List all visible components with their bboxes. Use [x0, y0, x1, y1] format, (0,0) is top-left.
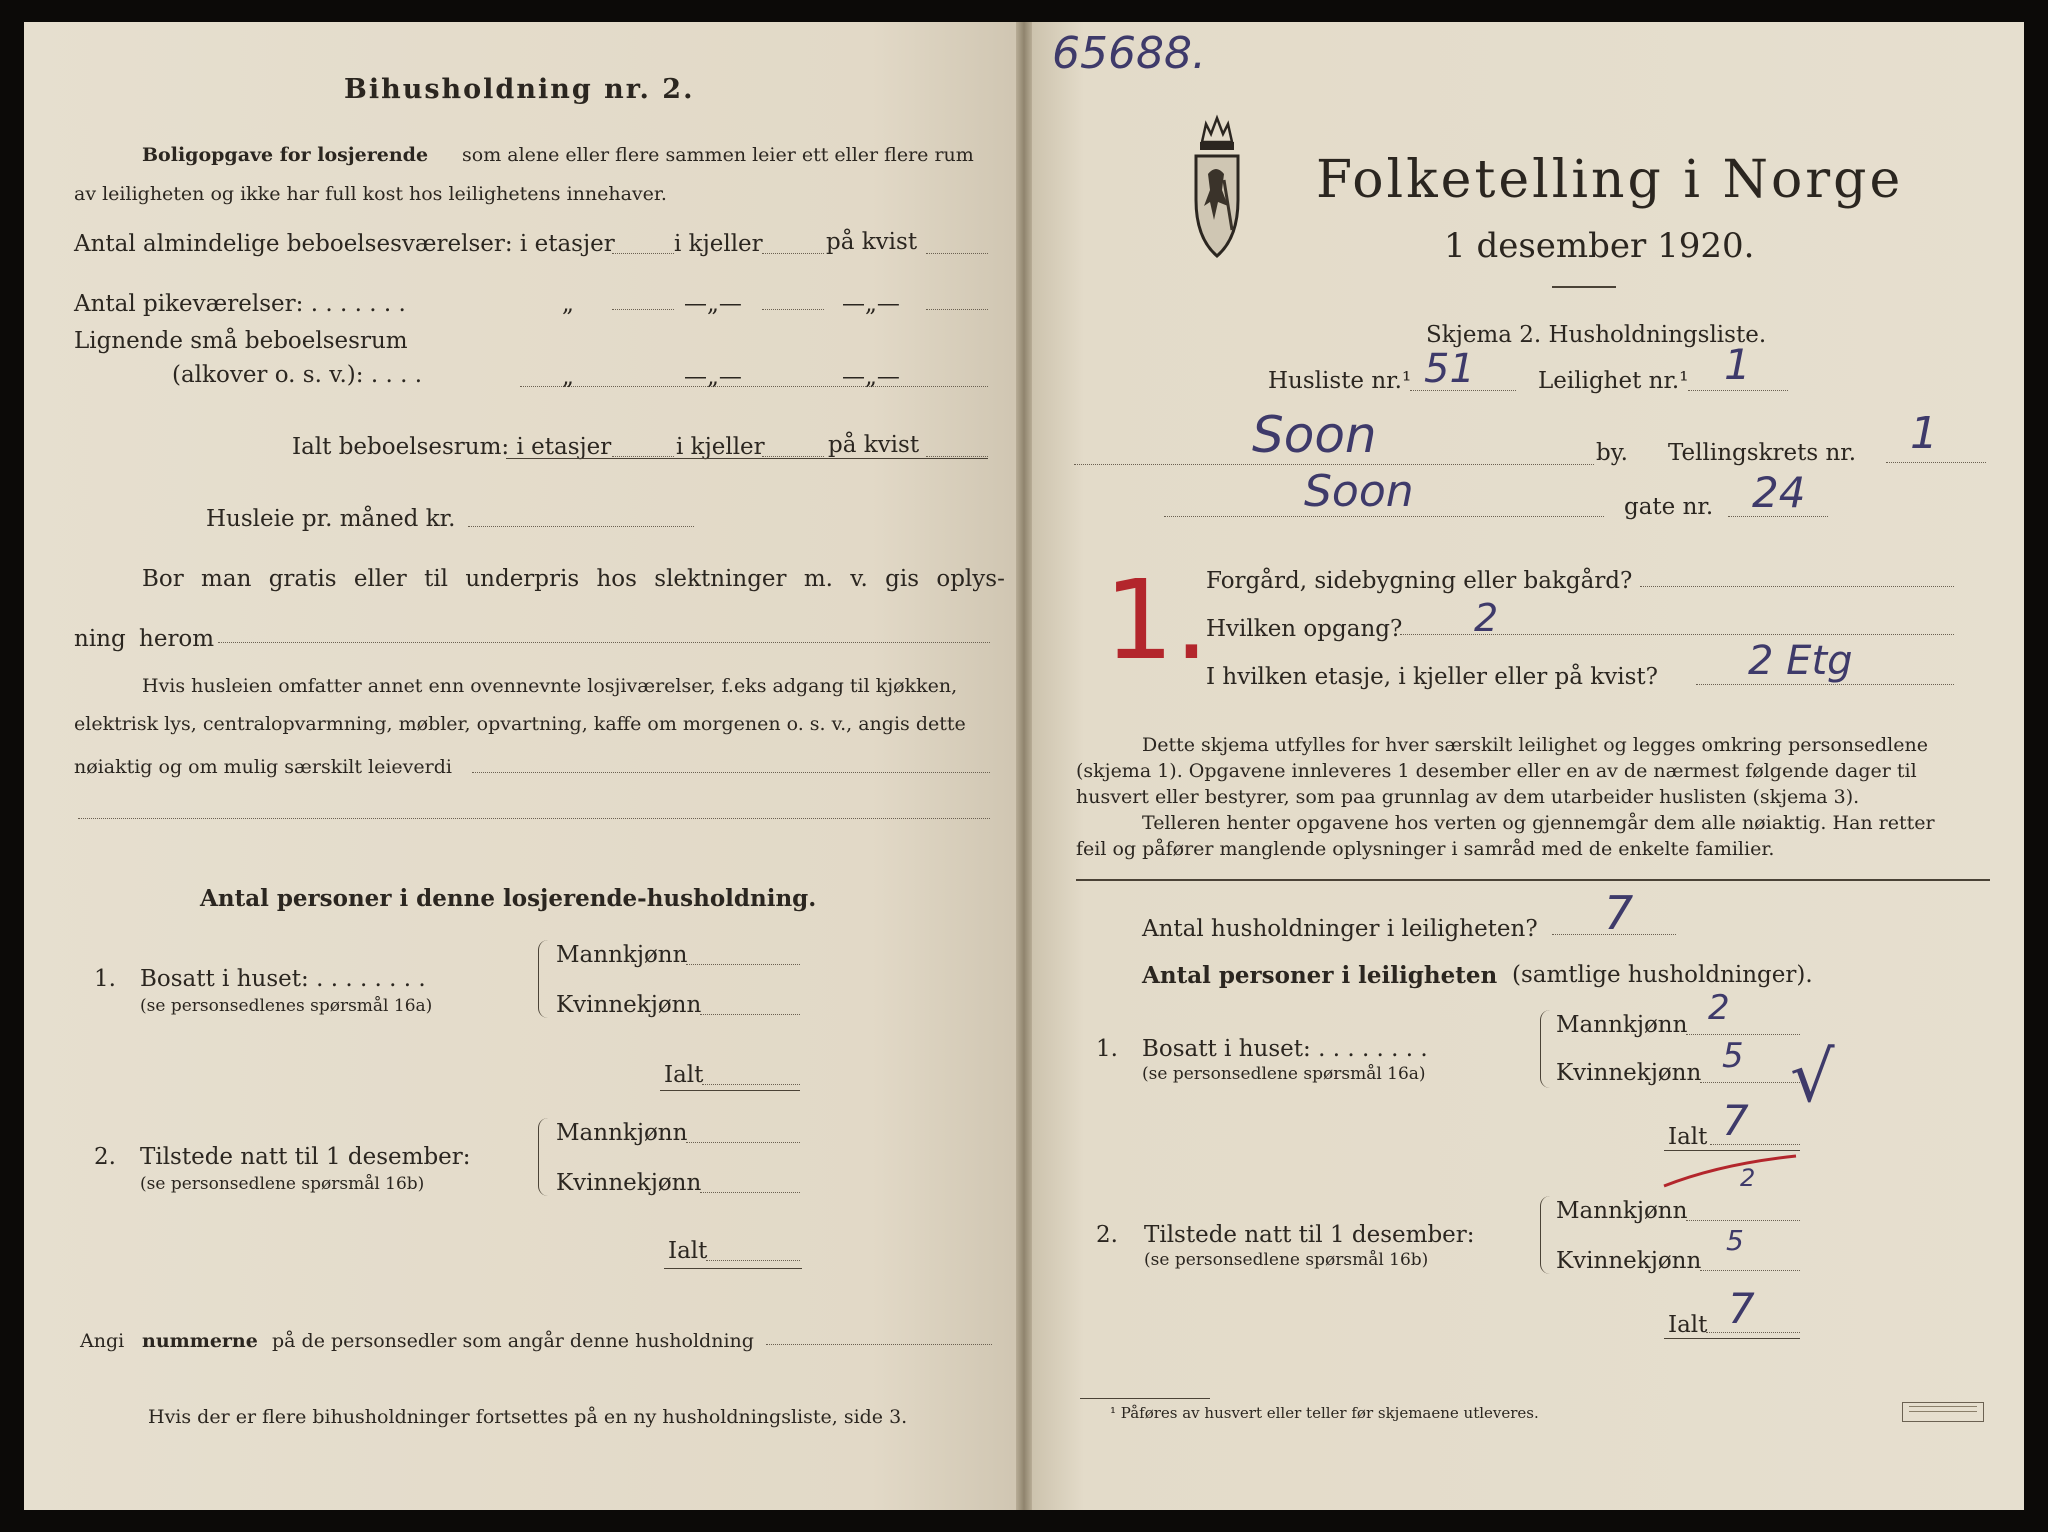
total-attic-line[interactable] [926, 456, 988, 457]
note-line[interactable] [472, 772, 990, 773]
info-line4: Telleren henter opgavene hos verten og gjennemgår dem alle nøiaktig. Han retter [1142, 812, 1935, 834]
rooms-cellar-line[interactable] [762, 253, 824, 254]
left-q1-female: Kvinnekjønn [556, 992, 702, 1018]
ditto-mark: „ [562, 291, 574, 317]
leilighet-label: Leilighet nr.¹ [1538, 368, 1689, 394]
maid-etasjer-line[interactable] [612, 309, 674, 310]
persons-bold: Antal personer i leiligheten [1142, 962, 1498, 989]
persons-rest: (samtlige husholdninger). [1512, 962, 1813, 988]
rooms-attic-line[interactable] [926, 253, 988, 254]
right-q2-total-line [1706, 1332, 1800, 1333]
krets-value[interactable]: 1 [1910, 408, 1938, 459]
ditto-dash: —„— [684, 291, 742, 317]
right-q1-total-line [1710, 1144, 1800, 1145]
gate-line [1728, 516, 1828, 517]
left-q2-label: Tilstede natt til 1 desember: [140, 1144, 471, 1170]
free-line1: Bor man gratis eller til underpris hos slektninger m. v. gis oplys- [142, 566, 1005, 592]
note-line1: Hvis husleien omfatter annet enn ovennevnte losjiværelser, f.eks adgang til kjøkken, [142, 675, 958, 697]
husliste-value[interactable]: 51 [1424, 346, 1475, 392]
small-rooms-sub: (alkover o. s. v.): . . . . [172, 362, 423, 388]
left-q1-male-line[interactable] [686, 964, 800, 965]
husliste-line [1410, 390, 1516, 391]
right-q1-label: Bosatt i huset: . . . . . . . . [1142, 1036, 1428, 1062]
left-q2-male: Mannkjønn [556, 1120, 688, 1146]
free-line2: ning herom [74, 626, 215, 652]
ditto-dash: —„— [842, 291, 900, 317]
left-title: Bihusholdning nr. 2. [344, 74, 695, 105]
q-etasje: I hvilken etasje, i kjeller eller på kvist? [1206, 664, 1658, 690]
maid-rooms-label: Antal pikeværelser: . . . . . . . [74, 291, 406, 317]
ditto-mark: „ [562, 364, 574, 390]
intro-bold: Boligopgave for losjerende [142, 144, 429, 166]
right-q1-male-line [1686, 1034, 1800, 1035]
right-q2-total-value[interactable]: 7 [1728, 1284, 1755, 1333]
leilighet-line [1688, 390, 1788, 391]
small-rooms-label: Lignende små beboelsesrum [74, 328, 408, 354]
intro-rest: som alene eller flere sammen leier ett eller flere rum [462, 144, 974, 166]
free-line[interactable] [218, 642, 990, 643]
left-q1-sub: (se personsedlenes spørsmål 16a) [140, 996, 433, 1016]
left-persons-heading: Antal personer i denne losjerende-husholdning. [200, 885, 817, 912]
info-rule [1076, 879, 1990, 881]
red-strike-icon [1660, 1150, 1800, 1190]
husliste-label: Husliste nr.¹ [1268, 368, 1412, 394]
schema-label: Skjema 2. Husholdningsliste. [1426, 322, 1767, 348]
households-value[interactable]: 7 [1604, 886, 1634, 940]
households-label: Antal husholdninger i leiligheten? [1142, 916, 1538, 942]
left-q1-female-line[interactable] [700, 1014, 800, 1015]
opgang-line[interactable] [1400, 634, 1954, 635]
right-q2-brace [1540, 1196, 1551, 1274]
total-rooms-label: Ialt beboelsesrum: i etasjer [292, 434, 612, 460]
left-q2-underline [664, 1268, 802, 1269]
street-value[interactable]: Soon [1304, 466, 1414, 517]
right-q1-female-line [1700, 1082, 1800, 1083]
right-q1-brace [1540, 1010, 1551, 1088]
right-q1-female: Kvinnekjønn [1556, 1060, 1702, 1086]
total-cellar-line[interactable] [762, 456, 824, 457]
red-strike-value: 2 [1740, 1164, 1756, 1192]
right-q1-female-value[interactable]: 5 [1722, 1036, 1744, 1076]
left-q1-male: Mannkjønn [556, 942, 688, 968]
rooms-etasjer-line[interactable] [612, 253, 674, 254]
note-line2: elektrisk lys, centralopvarmning, møbler, opvartning, kaffe om morgenen o. s. v., angis dette [74, 713, 966, 735]
right-q1-total-value[interactable]: 7 [1722, 1096, 1749, 1145]
left-q2-brace [538, 1118, 549, 1196]
ditto-dash: —„— [684, 364, 742, 390]
total-attic: på kvist [828, 432, 920, 458]
right-q2-female-line [1700, 1270, 1800, 1271]
total-underline [506, 458, 988, 459]
red-mark: 1. [1104, 556, 1209, 684]
right-q2-num: 2. [1096, 1222, 1118, 1248]
right-q1-num: 1. [1096, 1036, 1118, 1062]
rooms-label: Antal almindelige beboelsesværelser: i etasjer [74, 231, 615, 257]
rent-label: Husleie pr. måned kr. [206, 506, 456, 532]
stamp-number: 65688. [1052, 28, 1206, 79]
city-value[interactable]: Soon [1252, 406, 1377, 464]
right-q2-total: Ialt [1668, 1312, 1708, 1338]
etasje-value[interactable]: 2 Etg [1748, 638, 1853, 684]
info-line1: Dette skjema utfylles for hver særskilt leilighet og legges omkring personsedlene [1142, 734, 1928, 756]
left-q1-label: Bosatt i huset: . . . . . . . . [140, 966, 426, 992]
footnote-rule [1080, 1398, 1210, 1399]
left-q2-total: Ialt [668, 1238, 708, 1264]
numbers-line[interactable] [766, 1344, 992, 1345]
left-q1-total: Ialt [664, 1062, 704, 1088]
note-line3: nøiaktig og om mulig særskilt leieverdi [74, 756, 452, 778]
coat-of-arms-icon [1192, 110, 1242, 260]
page-fold [1016, 22, 1032, 1510]
left-q1-underline [660, 1090, 800, 1091]
numbers-post: på de personsedler som angår denne husholdning [272, 1330, 754, 1352]
leilighet-value[interactable]: 1 [1724, 340, 1751, 389]
small-rooms-line[interactable] [520, 386, 988, 387]
city-suffix: by. [1596, 440, 1628, 466]
right-title: Folketelling i Norge [1316, 150, 1904, 210]
intro-line2: av leiligheten og ikke har full kost hos leilighetens innehaver. [74, 183, 667, 205]
q-forgard: Forgård, sidebygning eller bakgård? [1206, 568, 1633, 594]
right-q2-male: Mannkjønn [1556, 1198, 1688, 1224]
households-line [1552, 934, 1676, 935]
footnote: ¹ Påføres av husvert eller teller før skjemaene utleveres. [1110, 1404, 1539, 1422]
total-cellar: i kjeller [676, 434, 765, 460]
right-q1-check: √ [1790, 1036, 1835, 1118]
right-q2-sub: (se personsedlene spørsmål 16b) [1144, 1250, 1429, 1270]
left-q1-brace [538, 940, 549, 1018]
etasje-line[interactable] [1696, 684, 1954, 685]
left-q2-sub: (se personsedlene spørsmål 16b) [140, 1174, 425, 1194]
right-q2-female: Kvinnekjønn [1556, 1248, 1702, 1274]
info-line2: (skjema 1). Opgavene innleveres 1 desember eller en av de nærmest følgende dager til [1076, 760, 1917, 782]
left-q2-male-line[interactable] [686, 1142, 800, 1143]
right-q2-underline [1664, 1338, 1800, 1339]
rent-line[interactable] [468, 526, 694, 527]
continue-note: Hvis der er flere bihusholdninger fortsettes på en ny husholdningsliste, side 3. [148, 1406, 908, 1428]
maid-cellar-line[interactable] [762, 309, 824, 310]
gate-value[interactable]: 24 [1752, 468, 1806, 517]
right-q1-male-value[interactable]: 2 [1708, 988, 1730, 1028]
numbers-bold: nummerne [142, 1330, 258, 1352]
left-q2-num: 2. [94, 1144, 116, 1170]
total-etasjer-line[interactable] [612, 456, 674, 457]
krets-label: Tellingskrets nr. [1668, 440, 1857, 466]
printer-stamp [1902, 1402, 1984, 1422]
right-q1-total: Ialt [1668, 1124, 1708, 1150]
city-line [1074, 464, 1594, 465]
info-line3: husvert eller bestyrer, som paa grunnlag av dem utarbeider huslisten (skjema 3). [1076, 786, 1860, 808]
left-q2-total-line[interactable] [706, 1260, 800, 1261]
krets-line [1886, 462, 1986, 463]
left-q1-total-line[interactable] [702, 1084, 800, 1085]
left-q2-female-line[interactable] [700, 1192, 800, 1193]
street-line [1164, 516, 1604, 517]
census-date: 1 desember 1920. [1444, 226, 1755, 266]
gate-label: gate nr. [1624, 494, 1714, 520]
ditto-dash: —„— [842, 364, 900, 390]
right-q1-sub: (se personsedlene spørsmål 16a) [1142, 1064, 1426, 1084]
right-q2-female-value[interactable]: 5 [1726, 1224, 1744, 1257]
numbers-pre: Angi [80, 1330, 125, 1352]
q-opgang: Hvilken opgang? [1206, 616, 1403, 642]
right-q2-label: Tilstede natt til 1 desember: [1144, 1222, 1475, 1248]
info-line5: feil og påfører manglende oplysninger i samråd med de enkelte familier. [1076, 838, 1775, 860]
note-extra-line[interactable] [78, 818, 990, 819]
right-q2-male-line [1686, 1220, 1800, 1221]
rooms-attic: på kvist [826, 229, 918, 255]
right-q1-male: Mannkjønn [1556, 1012, 1688, 1038]
left-q1-num: 1. [94, 966, 116, 992]
rooms-cellar: i kjeller [674, 231, 763, 257]
opgang-value[interactable]: 2 [1474, 596, 1499, 640]
left-q2-female: Kvinnekjønn [556, 1170, 702, 1196]
title-rule [1552, 286, 1616, 288]
forgard-line[interactable] [1640, 586, 1954, 587]
maid-attic-line[interactable] [926, 309, 988, 310]
